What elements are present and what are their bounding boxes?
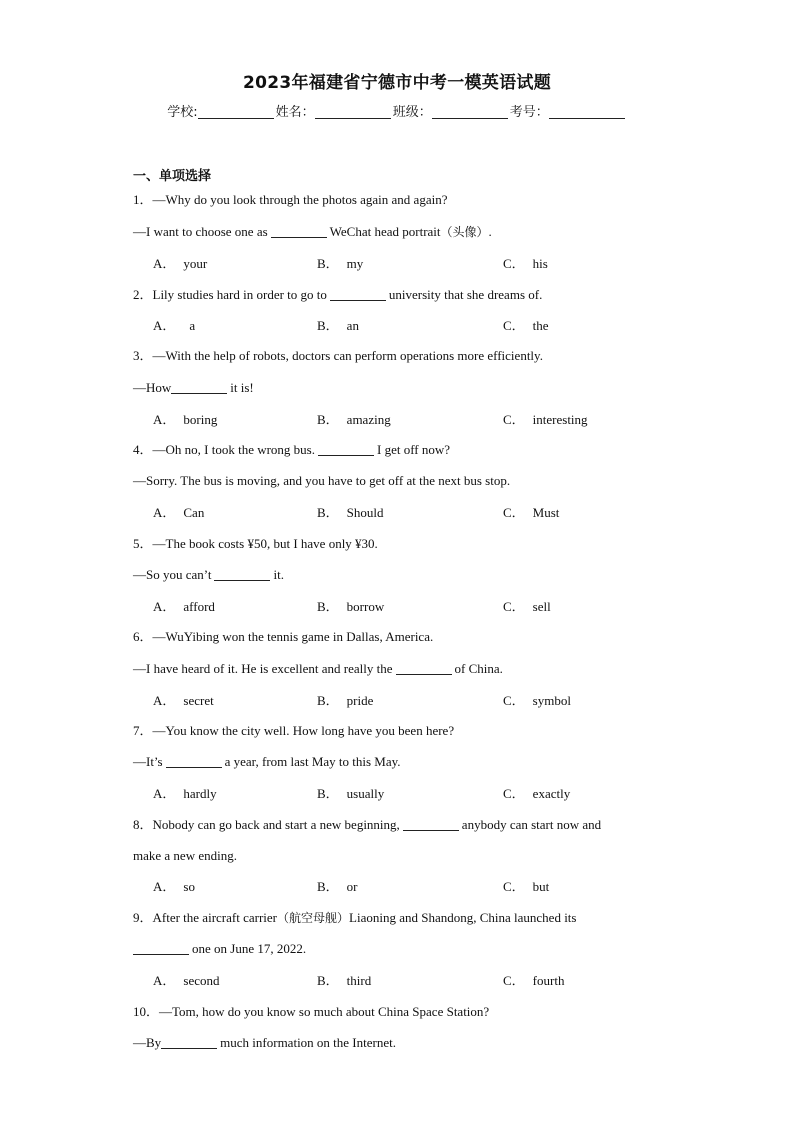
student-info-line bbox=[0, 101, 794, 120]
question-8-option-a[interactable]: A． so bbox=[153, 879, 195, 894]
question-10-line-2: —By much information on the Internet. bbox=[133, 1035, 396, 1050]
question-5-option-b[interactable]: B． borrow bbox=[317, 599, 385, 614]
question-7-option-b[interactable]: B． usually bbox=[317, 786, 385, 801]
question-8-option-b[interactable]: B． or bbox=[317, 879, 358, 894]
answer-blank[interactable] bbox=[403, 817, 459, 831]
name-blank[interactable] bbox=[315, 104, 391, 119]
question-1-option-c[interactable]: C． his bbox=[503, 256, 548, 271]
question-2-option-a[interactable]: A． a bbox=[153, 318, 196, 333]
question-2-line-1: 2．Lily studies hard in order to go to university that she dreams of. bbox=[133, 287, 543, 302]
question-6-option-a[interactable]: A． secret bbox=[153, 693, 214, 708]
question-9-line-1: 9．After the aircraft carrier（航空母舰）Liaoning and Shandong, China launched its bbox=[133, 910, 577, 925]
answer-blank[interactable] bbox=[161, 1035, 217, 1049]
school-label: 学校: bbox=[167, 105, 198, 120]
question-7-option-a[interactable]: A． hardly bbox=[153, 786, 217, 801]
question-4-line-2: —Sorry. The bus is moving, and you have to get off at the next bus stop. bbox=[133, 473, 511, 488]
question-6-line-2: —I have heard of it. He is excellent and really the of China. bbox=[133, 661, 503, 676]
name-label: 姓名： bbox=[275, 105, 315, 120]
question-7-line-1: 7．—You know the city well. How long have you been here? bbox=[133, 723, 455, 738]
answer-blank[interactable] bbox=[166, 754, 222, 768]
section-heading: 一、单项选择 bbox=[133, 169, 212, 184]
question-9-line-2: one on June 17, 2022. bbox=[133, 941, 306, 957]
question-9-option-c[interactable]: C． fourth bbox=[503, 973, 565, 988]
question-6-option-c[interactable]: C． symbol bbox=[503, 693, 571, 708]
question-8-line-1: 8．Nobody can go back and start a new beginning, anybody can start now and bbox=[133, 817, 602, 832]
question-3-option-b[interactable]: B． amazing bbox=[317, 412, 391, 427]
answer-blank[interactable] bbox=[214, 567, 270, 581]
question-5-option-a[interactable]: A． afford bbox=[153, 599, 215, 614]
question-1-line-2: —I want to choose one as WeChat head portrait（头像）. bbox=[133, 224, 492, 239]
question-10-line-1: 10．—Tom, how do you know so much about China Space Station? bbox=[133, 1004, 490, 1019]
question-3-option-a[interactable]: A． boring bbox=[153, 412, 218, 427]
exam-no-blank[interactable] bbox=[549, 104, 625, 119]
question-1-option-a[interactable]: A． your bbox=[153, 256, 208, 271]
question-4-option-a[interactable]: A． Can bbox=[153, 505, 205, 520]
page-title: 2023年福建省宁德市中考一模英语试题 bbox=[242, 73, 551, 93]
school-blank[interactable] bbox=[198, 104, 274, 119]
question-7-line-2: —It’s a year, from last May to this May. bbox=[133, 754, 401, 769]
question-8-line-2: make a new ending. bbox=[133, 848, 237, 863]
question-5-option-c[interactable]: C． sell bbox=[503, 599, 551, 614]
question-5-line-2: —So you can’t it. bbox=[133, 567, 284, 582]
question-4-option-b[interactable]: B． Should bbox=[317, 505, 384, 520]
class-label: 班级： bbox=[392, 105, 432, 120]
question-3-line-2: —How it is! bbox=[133, 380, 254, 395]
question-6-line-1: 6．—WuYibing won the tennis game in Dallas, America. bbox=[133, 629, 434, 644]
answer-blank[interactable] bbox=[271, 224, 327, 238]
question-4-line-1: 4．—Oh no, I took the wrong bus. I get off now? bbox=[133, 442, 451, 457]
question-2-option-b[interactable]: B． an bbox=[317, 318, 359, 333]
question-8-option-c[interactable]: C． but bbox=[503, 879, 550, 894]
question-1-line-1: 1．—Why do you look through the photos again and again? bbox=[133, 192, 448, 207]
answer-blank[interactable] bbox=[330, 287, 386, 301]
question-5-line-1: 5．—The book costs ¥50, but I have only ¥30. bbox=[133, 536, 378, 551]
answer-blank[interactable] bbox=[171, 380, 227, 394]
question-1-option-b[interactable]: B． my bbox=[317, 256, 364, 271]
question-3-option-c[interactable]: C． interesting bbox=[503, 412, 588, 427]
answer-blank[interactable] bbox=[396, 661, 452, 675]
answer-blank[interactable] bbox=[133, 941, 189, 955]
question-6-option-b[interactable]: B． pride bbox=[317, 693, 374, 708]
question-9-option-a[interactable]: A． second bbox=[153, 973, 220, 988]
question-7-option-c[interactable]: C． exactly bbox=[503, 786, 571, 801]
question-3-line-1: 3．—With the help of robots, doctors can perform operations more efficiently. bbox=[133, 348, 543, 363]
question-9-option-b[interactable]: B． third bbox=[317, 973, 372, 988]
question-2-option-c[interactable]: C． the bbox=[503, 318, 549, 333]
answer-blank[interactable] bbox=[318, 442, 374, 456]
class-blank[interactable] bbox=[432, 104, 508, 119]
exam-no-label: 考号： bbox=[509, 105, 549, 120]
question-4-option-c[interactable]: C． Must bbox=[503, 505, 560, 520]
